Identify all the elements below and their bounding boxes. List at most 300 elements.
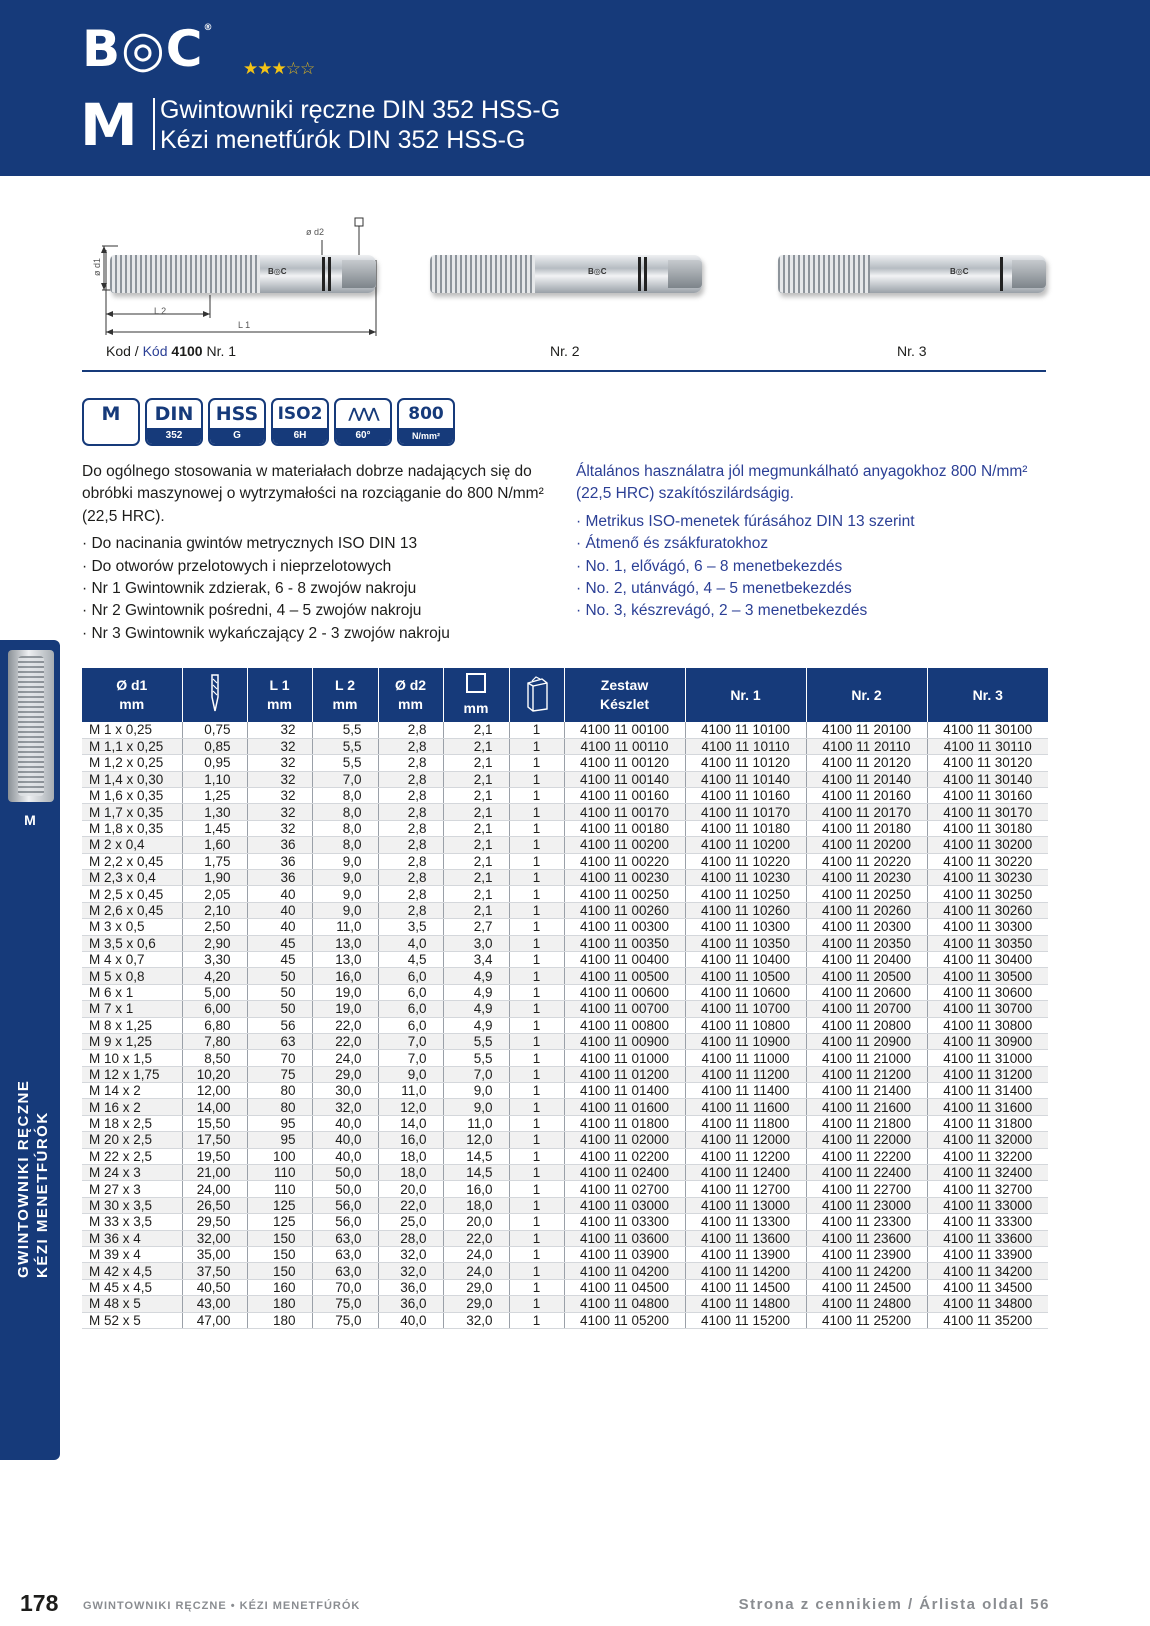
table-cell: 32 bbox=[247, 722, 312, 738]
table-cell: 29,0 bbox=[443, 1279, 509, 1295]
table-cell: 13,0 bbox=[312, 951, 378, 967]
col-nr3: Nr. 3 bbox=[927, 668, 1048, 722]
description-pl-intro: Do ogólnego stosowania w materiałach dobrze nadających się do obróbki maszynowej o wytrzymałości na rozciąganie do 800 N/mm² (22,5 HRC). bbox=[82, 463, 544, 525]
table-cell: 4100 11 10220 bbox=[685, 853, 806, 869]
table-cell: M 12 x 1,75 bbox=[82, 1066, 182, 1082]
table-cell: M 39 x 4 bbox=[82, 1247, 182, 1263]
table-cell: 4100 11 00180 bbox=[564, 820, 685, 836]
table-cell: 4100 11 23000 bbox=[806, 1197, 927, 1213]
table-cell: 1 bbox=[509, 870, 564, 886]
table-cell: 63,0 bbox=[312, 1230, 378, 1246]
section-side-tab bbox=[0, 640, 60, 1460]
table-cell: 56,0 bbox=[312, 1197, 378, 1213]
table-cell: 4100 11 10250 bbox=[685, 886, 806, 902]
bullet-pl: · Nr 3 Gwintownik wykańczający 2 - 3 zwojów nakroju bbox=[82, 624, 450, 642]
table-cell: 4,9 bbox=[443, 984, 509, 1000]
table-cell: 1 bbox=[509, 886, 564, 902]
table-cell: 4100 11 11600 bbox=[685, 1099, 806, 1115]
table-cell: 63,0 bbox=[312, 1263, 378, 1279]
table-cell: 4100 11 10800 bbox=[685, 1017, 806, 1033]
table-cell: 5,5 bbox=[312, 722, 378, 738]
table-cell: 2,10 bbox=[182, 902, 247, 918]
table-cell: M 7 x 1 bbox=[82, 1001, 182, 1017]
table-cell: 4100 11 11800 bbox=[685, 1115, 806, 1131]
table-cell: 2,8 bbox=[378, 886, 443, 902]
table-cell: 40,0 bbox=[378, 1312, 443, 1328]
table-cell: 4100 11 02000 bbox=[564, 1132, 685, 1148]
table-cell: M 1 x 0,25 bbox=[82, 722, 182, 738]
table-cell: 5,5 bbox=[443, 1050, 509, 1066]
table-cell: 4100 11 35200 bbox=[927, 1312, 1048, 1328]
table-cell: 125 bbox=[247, 1197, 312, 1213]
bullet-hu: · No. 1, elővágó, 6 – 8 menetbekezdés bbox=[576, 557, 843, 575]
table-row bbox=[82, 1197, 1048, 1213]
table-cell: 1,90 bbox=[182, 870, 247, 886]
table-cell: 6,0 bbox=[378, 968, 443, 984]
table-row bbox=[82, 984, 1048, 1000]
tap-nr1-image: B◎C bbox=[110, 255, 376, 293]
table-cell: 4100 11 00110 bbox=[564, 738, 685, 754]
table-cell: 24,00 bbox=[182, 1181, 247, 1197]
table-row bbox=[82, 837, 1048, 853]
table-row bbox=[82, 1247, 1048, 1263]
table-cell: 1 bbox=[509, 1214, 564, 1230]
bullet-pl: · Nr 1 Gwintownik zdzierak, 6 - 8 zwojów nakroju bbox=[82, 580, 417, 598]
table-cell: 4100 11 23300 bbox=[806, 1214, 927, 1230]
table-row bbox=[82, 804, 1048, 820]
table-cell: 4100 11 01000 bbox=[564, 1050, 685, 1066]
table-row bbox=[82, 1115, 1048, 1131]
table-cell: 4100 11 10170 bbox=[685, 804, 806, 820]
table-row bbox=[82, 1165, 1048, 1181]
table-cell: 4100 11 10900 bbox=[685, 1033, 806, 1049]
table-cell: 2,50 bbox=[182, 919, 247, 935]
table-cell: 32,0 bbox=[312, 1099, 378, 1115]
table-cell: 4100 11 10700 bbox=[685, 1001, 806, 1017]
footer-section-label: GWINTOWNIKI RĘCZNE • KÉZI MENETFÚRÓK bbox=[83, 1600, 361, 1612]
square-shank-icon bbox=[465, 672, 487, 694]
table-cell: 4100 11 21800 bbox=[806, 1115, 927, 1131]
table-cell: 63 bbox=[247, 1033, 312, 1049]
table-cell: 2,1 bbox=[443, 902, 509, 918]
table-cell: 4100 11 23900 bbox=[806, 1247, 927, 1263]
table-cell: 100 bbox=[247, 1148, 312, 1164]
table-cell: 4100 11 30230 bbox=[927, 870, 1048, 886]
table-cell: 8,0 bbox=[312, 820, 378, 836]
table-cell: 9,0 bbox=[443, 1083, 509, 1099]
table-cell: 4100 11 33300 bbox=[927, 1214, 1048, 1230]
table-cell: 19,0 bbox=[312, 1001, 378, 1017]
table-cell: 4100 11 00400 bbox=[564, 951, 685, 967]
table-cell: 1 bbox=[509, 788, 564, 804]
table-cell: 4100 11 01400 bbox=[564, 1083, 685, 1099]
table-cell: 14,00 bbox=[182, 1099, 247, 1115]
table-cell: 4100 11 30700 bbox=[927, 1001, 1048, 1017]
table-cell: 2,8 bbox=[378, 804, 443, 820]
table-cell: 4100 11 22000 bbox=[806, 1132, 927, 1148]
bullet-hu: · Átmenő és zsákfuratokhoz bbox=[576, 535, 769, 553]
table-cell: M 3,5 x 0,6 bbox=[82, 935, 182, 951]
table-cell: M 2,5 x 0,45 bbox=[82, 886, 182, 902]
table-cell: 2,1 bbox=[443, 870, 509, 886]
table-cell: 4100 11 10500 bbox=[685, 968, 806, 984]
table-cell: 1 bbox=[509, 951, 564, 967]
table-cell: 4100 11 31200 bbox=[927, 1066, 1048, 1082]
table-cell: 1 bbox=[509, 1148, 564, 1164]
table-cell: M 1,2 x 0,25 bbox=[82, 755, 182, 771]
table-cell: 1 bbox=[509, 1132, 564, 1148]
table-cell: 2,90 bbox=[182, 935, 247, 951]
table-cell: 1 bbox=[509, 1033, 564, 1049]
badge-hss: HSS G bbox=[208, 398, 266, 446]
table-cell: 4100 11 30350 bbox=[927, 935, 1048, 951]
table-cell: 22,0 bbox=[443, 1230, 509, 1246]
table-cell: 4100 11 21600 bbox=[806, 1099, 927, 1115]
table-cell: 19,0 bbox=[312, 984, 378, 1000]
description-hu-intro: Általános használatra jól megmunkálható anyagokhoz 800 N/mm² (22,5 HRC) szakítószilárdságig. bbox=[576, 463, 1028, 503]
table-cell: 4100 11 24200 bbox=[806, 1263, 927, 1279]
table-cell: 4100 11 25200 bbox=[806, 1312, 927, 1328]
table-cell: 1,30 bbox=[182, 804, 247, 820]
table-cell: 4100 11 20500 bbox=[806, 968, 927, 984]
table-cell: 4100 11 30100 bbox=[927, 722, 1048, 738]
table-cell: 40,50 bbox=[182, 1279, 247, 1295]
table-cell: 35,00 bbox=[182, 1247, 247, 1263]
table-cell: 36 bbox=[247, 853, 312, 869]
table-cell: 125 bbox=[247, 1214, 312, 1230]
table-cell: 1 bbox=[509, 1066, 564, 1082]
table-cell: 4100 11 05200 bbox=[564, 1312, 685, 1328]
table-row bbox=[82, 968, 1048, 984]
table-cell: 1 bbox=[509, 1197, 564, 1213]
table-cell: 3,4 bbox=[443, 951, 509, 967]
table-cell: 4100 11 20230 bbox=[806, 870, 927, 886]
table-cell: 4100 11 00230 bbox=[564, 870, 685, 886]
table-cell: 4100 11 12000 bbox=[685, 1132, 806, 1148]
table-cell: 32 bbox=[247, 788, 312, 804]
table-cell: 1 bbox=[509, 804, 564, 820]
table-cell: 20,0 bbox=[443, 1214, 509, 1230]
table-cell: 4100 11 30140 bbox=[927, 771, 1048, 787]
table-cell: 4100 11 00350 bbox=[564, 935, 685, 951]
table-cell: 4100 11 22400 bbox=[806, 1165, 927, 1181]
table-cell: 5,5 bbox=[312, 755, 378, 771]
badge-strength: 800 N/mm² bbox=[397, 398, 455, 446]
table-cell: 36,0 bbox=[378, 1279, 443, 1295]
tap-nr2-image: B◎C bbox=[430, 255, 702, 293]
table-cell: 6,0 bbox=[378, 1017, 443, 1033]
table-cell: 4100 11 22700 bbox=[806, 1181, 927, 1197]
table-cell: 0,75 bbox=[182, 722, 247, 738]
tap-nr3-image: B◎C bbox=[778, 255, 1046, 293]
col-drill bbox=[182, 668, 247, 722]
section-letter: M bbox=[80, 91, 138, 159]
table-cell: 4100 11 13900 bbox=[685, 1247, 806, 1263]
table-header-row bbox=[82, 668, 1048, 722]
table-cell: 4,9 bbox=[443, 1017, 509, 1033]
table-cell: 50 bbox=[247, 984, 312, 1000]
table-cell: 6,0 bbox=[378, 984, 443, 1000]
table-cell: 4,9 bbox=[443, 1001, 509, 1017]
table-cell: 45 bbox=[247, 935, 312, 951]
table-cell: 4100 11 20220 bbox=[806, 853, 927, 869]
table-cell: 1 bbox=[509, 902, 564, 918]
table-cell: 1 bbox=[509, 837, 564, 853]
table-cell: 24,0 bbox=[443, 1263, 509, 1279]
table-cell: 4100 11 00120 bbox=[564, 755, 685, 771]
table-cell: 17,50 bbox=[182, 1132, 247, 1148]
table-cell: 56 bbox=[247, 1017, 312, 1033]
table-cell: 4100 11 20200 bbox=[806, 837, 927, 853]
table-cell: 25,0 bbox=[378, 1214, 443, 1230]
table-row bbox=[82, 853, 1048, 869]
table-cell: 43,00 bbox=[182, 1296, 247, 1312]
table-cell: 2,1 bbox=[443, 886, 509, 902]
table-cell: 1,25 bbox=[182, 788, 247, 804]
table-cell: 150 bbox=[247, 1263, 312, 1279]
table-cell: 4100 11 31800 bbox=[927, 1115, 1048, 1131]
table-cell: 4100 11 20900 bbox=[806, 1033, 927, 1049]
table-cell: 63,0 bbox=[312, 1247, 378, 1263]
col-d1: Ø d1 mm bbox=[82, 668, 182, 722]
table-cell: 80 bbox=[247, 1083, 312, 1099]
table-cell: 4100 11 33600 bbox=[927, 1230, 1048, 1246]
drill-bit-icon bbox=[202, 673, 228, 713]
table-cell: 4100 11 34500 bbox=[927, 1279, 1048, 1295]
table-cell: 4100 11 30300 bbox=[927, 919, 1048, 935]
table-cell: 56,0 bbox=[312, 1214, 378, 1230]
table-cell: M 6 x 1 bbox=[82, 984, 182, 1000]
boc-logo: B◎C ® bbox=[82, 20, 214, 78]
table-cell: 75,0 bbox=[312, 1296, 378, 1312]
table-cell: 110 bbox=[247, 1165, 312, 1181]
table-cell: 2,1 bbox=[443, 755, 509, 771]
table-cell: 4,0 bbox=[378, 935, 443, 951]
table-cell: M 8 x 1,25 bbox=[82, 1017, 182, 1033]
price-list-reference: Strona z cennikiem / Árlista oldal 56 bbox=[738, 1596, 1050, 1613]
table-cell: 2,8 bbox=[378, 902, 443, 918]
page-header bbox=[0, 0, 1150, 176]
table-cell: 11,0 bbox=[378, 1083, 443, 1099]
table-cell: 50 bbox=[247, 968, 312, 984]
table-cell: 22,0 bbox=[378, 1197, 443, 1213]
table-cell: 110 bbox=[247, 1181, 312, 1197]
table-cell: 8,0 bbox=[312, 788, 378, 804]
table-cell: 4100 11 21400 bbox=[806, 1083, 927, 1099]
label-nr3: Nr. 3 bbox=[897, 343, 927, 359]
table-cell: 4100 11 21000 bbox=[806, 1050, 927, 1066]
table-cell: 4100 11 15200 bbox=[685, 1312, 806, 1328]
table-cell: 1 bbox=[509, 1083, 564, 1099]
table-cell: M 2 x 0,4 bbox=[82, 837, 182, 853]
badge-thread-angle: ⋀⋀⋀ 60° bbox=[334, 398, 392, 446]
table-cell: 4100 11 10100 bbox=[685, 722, 806, 738]
table-cell: 4100 11 30260 bbox=[927, 902, 1048, 918]
table-cell: 4100 11 10160 bbox=[685, 788, 806, 804]
table-cell: 4100 11 12700 bbox=[685, 1181, 806, 1197]
table-cell: 4100 11 33900 bbox=[927, 1247, 1048, 1263]
table-cell: 1 bbox=[509, 1050, 564, 1066]
table-cell: 4100 11 20120 bbox=[806, 755, 927, 771]
table-cell: 4100 11 14200 bbox=[685, 1263, 806, 1279]
table-cell: 4100 11 32400 bbox=[927, 1165, 1048, 1181]
table-cell: 4100 11 10300 bbox=[685, 919, 806, 935]
table-cell: 1,75 bbox=[182, 853, 247, 869]
table-cell: 11,0 bbox=[443, 1115, 509, 1131]
table-cell: 40,0 bbox=[312, 1132, 378, 1148]
table-cell: 180 bbox=[247, 1296, 312, 1312]
table-cell: 1 bbox=[509, 1017, 564, 1033]
table-cell: 21,00 bbox=[182, 1165, 247, 1181]
table-cell: 1 bbox=[509, 968, 564, 984]
table-cell: 4100 11 00200 bbox=[564, 837, 685, 853]
table-cell: 6,0 bbox=[378, 1001, 443, 1017]
table-cell: 1,45 bbox=[182, 820, 247, 836]
table-cell: 2,8 bbox=[378, 853, 443, 869]
table-cell: 7,80 bbox=[182, 1033, 247, 1049]
table-cell: 11,0 bbox=[312, 919, 378, 935]
table-cell: 22,0 bbox=[312, 1017, 378, 1033]
table-cell: 95 bbox=[247, 1115, 312, 1131]
table-cell: 14,5 bbox=[443, 1148, 509, 1164]
table-cell: 36,0 bbox=[378, 1296, 443, 1312]
bullet-hu: · No. 2, utánvágó, 4 – 5 menetbekezdés bbox=[576, 580, 852, 598]
table-cell: M 2,6 x 0,45 bbox=[82, 902, 182, 918]
table-cell: 4100 11 20260 bbox=[806, 902, 927, 918]
bullet-pl: · Nr 2 Gwintownik pośredni, 4 – 5 zwojów nakroju bbox=[82, 602, 422, 620]
table-cell: 180 bbox=[247, 1312, 312, 1328]
table-cell: 2,8 bbox=[378, 771, 443, 787]
table-cell: 9,0 bbox=[312, 853, 378, 869]
table-cell: 2,1 bbox=[443, 837, 509, 853]
table-cell: 4100 11 14800 bbox=[685, 1296, 806, 1312]
table-cell: M 30 x 3,5 bbox=[82, 1197, 182, 1213]
table-cell: 4100 11 32700 bbox=[927, 1181, 1048, 1197]
table-cell: 36 bbox=[247, 870, 312, 886]
table-row bbox=[82, 902, 1048, 918]
table-cell: 50,0 bbox=[312, 1181, 378, 1197]
table-cell: 22,0 bbox=[312, 1033, 378, 1049]
table-cell: 4100 11 02700 bbox=[564, 1181, 685, 1197]
table-cell: 2,1 bbox=[443, 722, 509, 738]
table-cell: 7,0 bbox=[312, 771, 378, 787]
table-cell: 37,50 bbox=[182, 1263, 247, 1279]
table-row bbox=[82, 935, 1048, 951]
table-row bbox=[82, 722, 1048, 738]
table-cell: M 2,3 x 0,4 bbox=[82, 870, 182, 886]
table-cell: 1 bbox=[509, 1165, 564, 1181]
table-cell: 1 bbox=[509, 853, 564, 869]
table-cell: 50 bbox=[247, 1001, 312, 1017]
table-cell: 4100 11 10600 bbox=[685, 984, 806, 1000]
table-cell: 40 bbox=[247, 886, 312, 902]
table-cell: 4100 11 10350 bbox=[685, 935, 806, 951]
table-cell: 29,0 bbox=[443, 1296, 509, 1312]
table-row bbox=[82, 919, 1048, 935]
dim-d1: ø d1 bbox=[92, 257, 103, 277]
table-cell: 4100 11 30170 bbox=[927, 804, 1048, 820]
table-cell: 1 bbox=[509, 1312, 564, 1328]
table-cell: 4100 11 20700 bbox=[806, 1001, 927, 1017]
table-cell: 32,0 bbox=[378, 1247, 443, 1263]
table-cell: 1 bbox=[509, 1263, 564, 1279]
table-cell: 4100 11 00220 bbox=[564, 853, 685, 869]
table-cell: 4100 11 20110 bbox=[806, 738, 927, 754]
table-cell: 4100 11 11000 bbox=[685, 1050, 806, 1066]
table-cell: 20,0 bbox=[378, 1181, 443, 1197]
table-cell: 45 bbox=[247, 951, 312, 967]
table-cell: 6,00 bbox=[182, 1001, 247, 1017]
table-cell: 4100 11 21200 bbox=[806, 1066, 927, 1082]
table-cell: 4100 11 30120 bbox=[927, 755, 1048, 771]
table-cell: 10,20 bbox=[182, 1066, 247, 1082]
table-cell: 0,85 bbox=[182, 738, 247, 754]
table-cell: 160 bbox=[247, 1279, 312, 1295]
table-cell: 4100 11 20250 bbox=[806, 886, 927, 902]
table-cell: 4100 11 00140 bbox=[564, 771, 685, 787]
table-cell: 80 bbox=[247, 1099, 312, 1115]
table-cell: 32,0 bbox=[378, 1263, 443, 1279]
table-cell: 4100 11 10110 bbox=[685, 738, 806, 754]
table-cell: 4100 11 34200 bbox=[927, 1263, 1048, 1279]
table-cell: 7,0 bbox=[443, 1066, 509, 1082]
table-cell: 16,0 bbox=[378, 1132, 443, 1148]
table-cell: 14,5 bbox=[443, 1165, 509, 1181]
table-cell: 1 bbox=[509, 1115, 564, 1131]
table-cell: 13,0 bbox=[312, 935, 378, 951]
table-cell: 1 bbox=[509, 1001, 564, 1017]
badge-metric: M bbox=[82, 398, 140, 446]
table-cell: 4100 11 10120 bbox=[685, 755, 806, 771]
table-row bbox=[82, 1099, 1048, 1115]
table-cell: 1,10 bbox=[182, 771, 247, 787]
table-cell: 4100 11 20180 bbox=[806, 820, 927, 836]
table-cell: 150 bbox=[247, 1247, 312, 1263]
table-cell: 24,0 bbox=[312, 1050, 378, 1066]
badge-din: DIN 352 bbox=[145, 398, 203, 446]
table-cell: 1 bbox=[509, 919, 564, 935]
table-cell: 4100 11 12200 bbox=[685, 1148, 806, 1164]
table-cell: M 27 x 3 bbox=[82, 1181, 182, 1197]
table-cell: 7,0 bbox=[378, 1050, 443, 1066]
table-cell: 4100 11 02200 bbox=[564, 1148, 685, 1164]
table-cell: 9,0 bbox=[312, 902, 378, 918]
table-cell: 4100 11 13600 bbox=[685, 1230, 806, 1246]
table-row bbox=[82, 1312, 1048, 1328]
table-cell: 2,1 bbox=[443, 788, 509, 804]
table-cell: 4100 11 11400 bbox=[685, 1083, 806, 1099]
table-row bbox=[82, 1181, 1048, 1197]
table-cell: M 14 x 2 bbox=[82, 1083, 182, 1099]
table-cell: 14,0 bbox=[378, 1115, 443, 1131]
table-cell: 24,0 bbox=[443, 1247, 509, 1263]
table-row bbox=[82, 1279, 1048, 1295]
table-cell: 1 bbox=[509, 1279, 564, 1295]
table-cell: 4100 11 14500 bbox=[685, 1279, 806, 1295]
table-cell: 0,95 bbox=[182, 755, 247, 771]
table-cell: 36 bbox=[247, 837, 312, 853]
table-cell: 70,0 bbox=[312, 1279, 378, 1295]
table-cell: 9,0 bbox=[312, 886, 378, 902]
label-nr2: Nr. 2 bbox=[550, 343, 580, 359]
table-cell: M 16 x 2 bbox=[82, 1099, 182, 1115]
table-cell: 1 bbox=[509, 738, 564, 754]
table-row bbox=[82, 951, 1048, 967]
table-cell: 9,0 bbox=[378, 1066, 443, 1082]
table-cell: 4100 11 24500 bbox=[806, 1279, 927, 1295]
table-cell: 29,0 bbox=[312, 1066, 378, 1082]
bullet-hu: · Metrikus ISO-menetek fúrásához DIN 13 szerint bbox=[576, 512, 915, 530]
